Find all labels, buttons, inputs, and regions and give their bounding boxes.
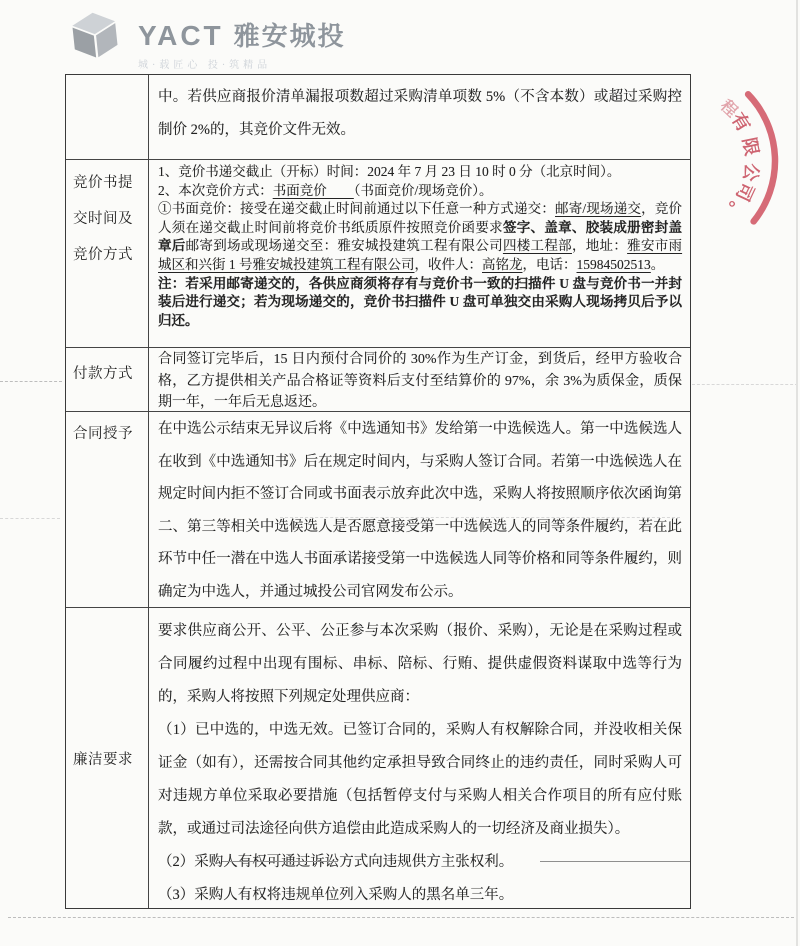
scan-artifact-line (692, 384, 798, 385)
paragraph: 注：若采用邮寄递交的，各供应商须将存有与竞价书一致的扫描件 U 盘与竞价书一并封装后进行递交；若为现场递交的，竞价书扫描件 U 盘可单独交由采购人现场拷贝后予以归还。 (158, 275, 682, 328)
table-row-integrity (66, 607, 690, 908)
table-row-contract-award (66, 411, 690, 607)
paragraph: （3）采购人有权将违规单位列入采购人的黑名单三年。 (158, 887, 514, 903)
seal-arc (748, 94, 775, 221)
table-row-continuation (66, 75, 690, 159)
table-row-submission (66, 159, 690, 347)
table-row-payment (66, 347, 690, 411)
row-content-integrity-rules (149, 608, 690, 908)
row-label-submission-time: 竞价书提交时间及竞价方式 (66, 160, 149, 347)
paragraph: 合同签订完毕后，15 日内预付合同价的 30%作为生产订金，到货后，经甲方验收合格，乙方提供相关产品合格证等资料后支付至结算价的 97%，余 3%为质保金，质保期一年，一年后无息返还。 (158, 352, 682, 410)
brand-name-en: YACT (138, 20, 224, 51)
scan-artifact-line (0, 381, 62, 382)
row-label-integrity-requirement: 廉洁要求 (66, 608, 149, 908)
seal-char: 。 (718, 197, 746, 225)
company-logo (66, 8, 346, 71)
scan-artifact-line (8, 917, 794, 918)
brand-name-cn: 雅安城投 (233, 22, 346, 51)
paragraph: 1、竞价书递交截止（开标）时间：2024 年 7 月 23 日 10 时 0 分（北京时间）。 (158, 164, 621, 179)
seal-char: 限 (738, 135, 763, 158)
paragraph: 2、本次竞价方式：书面竞价 （书面竞价/现场竞价）。 (158, 182, 493, 198)
scan-artifact-line (0, 518, 60, 519)
paragraph: 要求供应商公开、公平、公正参与本次采购（报价、采购），无论是在采购过程或合同履约过程中出现有围标、串标、陪标、行贿、提供虚假资料谋取中选等行为的，采购人将按照下列规定处理供应商： (158, 623, 682, 705)
bidding-terms-table (65, 74, 691, 909)
seal-char: 司 (732, 179, 758, 205)
paragraph: 在中选公示结束无异议后将《中选通知书》发给第一中选候选人。第一中选候选人在收到《中选通知书》后在规定时间内，与采购人签订合同。若第一中选候选人在规定时间内拒不签订合同或书面表示放弃此次中选，采购人将按照顺序依次函询第二、第三等相关中选候选人是否愿意接受第一中选候选人的同等条件履约，若在此环节中任一潜在中选人书面承诺接受第一中选候选人同等价格和同等条件履约，则确定为中选人，并通过城投公司官网发布公示。 (158, 421, 682, 600)
red-company-seal-stamp (688, 78, 800, 240)
seal-char: 公 (739, 161, 763, 183)
paragraph: （2）采购人有权可通过诉讼方式向违规供方主张权利。 (158, 854, 514, 870)
seal-char: 程 (716, 97, 741, 121)
row-content-submission-details (149, 160, 690, 347)
paragraph: ①书面竞价：接受在递交截止时间前通过以下任意一种方式递交：邮寄/现场递交，竞价人须在递交截止时间前将竞价书纸质原件按照竞价函要求签字、盖章、胶装成册密封盖章后邮寄到场或现场递交至：雅安城投建筑工程有限公司四楼工程部，地址：雅安市雨城区和兴街 1 号雅安城投建筑工程有限公司，收件人：高铭龙，电话：15984502513。 (158, 201, 683, 272)
row-label-empty (66, 75, 149, 159)
row-label-contract-award: 合同授予 (66, 412, 149, 607)
row-content-contract-award-terms (149, 412, 690, 607)
seal-char: 有 (727, 109, 754, 136)
cube-logo-icon (63, 5, 127, 67)
paragraph: （1）已中选的，中选无效。已签订合同的，采购人有权解除合同，并没收相关保证金（如有），还需按合同其他约定承担导致合同终止的违约责任，同时采购人可对违规方单位采取必要措施（包括暂停支付与采购人相关合作项目的所有应付账款，或通过司法途径向供方追偿由此造成采购人的一切经济及商业损失）。 (158, 722, 682, 837)
row-content-invalid-bid-clause (149, 75, 690, 159)
row-label-payment-method: 付款方式 (66, 348, 149, 411)
scan-page-edge (796, 0, 798, 946)
scan-artifact-line (280, 517, 680, 518)
logo-text (138, 8, 346, 71)
scan-strike-line (540, 861, 690, 862)
brand-tagline: 城·载匠心 投·筑精品 (138, 60, 272, 71)
paragraph: 中。若供应商报价清单漏报项数超过采购清单项数 5%（不含本数）或超过采购控制价 2%的，其竞价文件无效。 (158, 89, 682, 138)
row-content-payment-terms (149, 348, 690, 411)
scan-strike-line (222, 861, 338, 862)
